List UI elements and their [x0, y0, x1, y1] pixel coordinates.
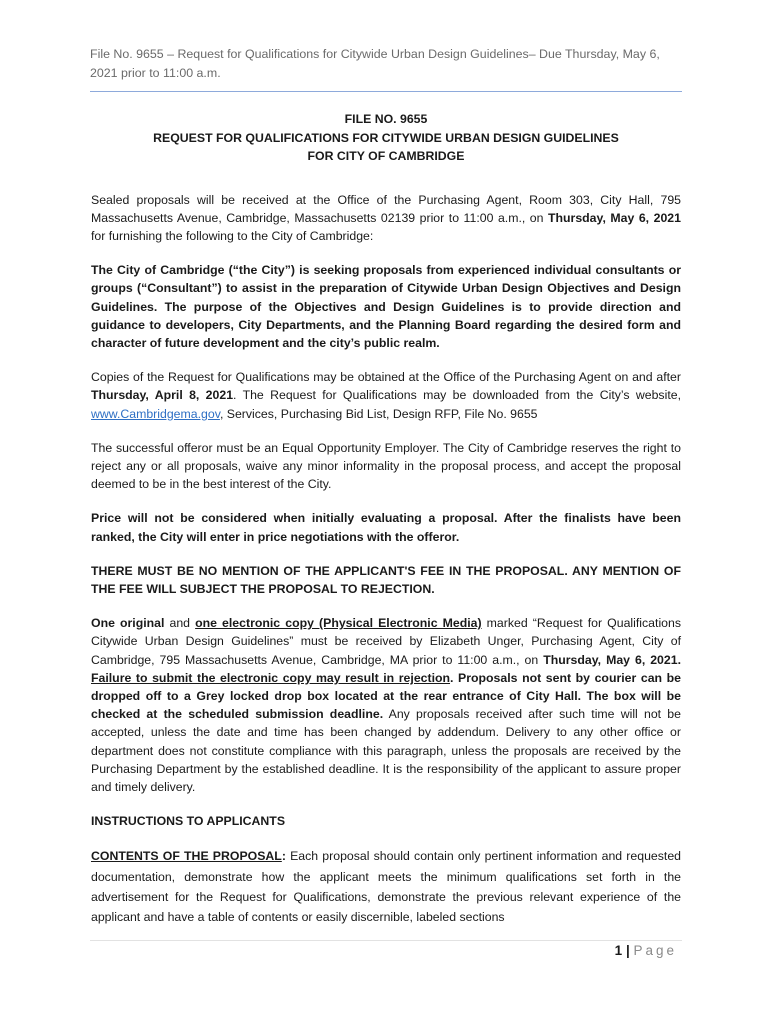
copies-paragraph	[91, 368, 681, 423]
running-header: File No. 9655 – Request for Qualifications for Citywide Urban Design Guidelines– Due Thursday, May 6, 2021 prior to 11:00 a.m.	[90, 47, 660, 80]
failure-warning: Failure to submit the electronic copy may result in rejection	[91, 670, 451, 685]
page-word: Page	[633, 943, 677, 958]
price-paragraph: Price will not be considered when initially evaluating a proposal. After the finalists have been ranked, the City will enter in price negotiations with the offeror.	[91, 511, 681, 544]
rfq-title: REQUEST FOR QUALIFICATIONS FOR CITYWIDE URBAN DESIGN GUIDELINES	[153, 130, 619, 145]
file-number-title: FILE NO. 9655	[344, 112, 428, 126]
copies-text: Copies of the Request for Qualifications may be obtained at the Office of the Purchasing Agent on and after	[91, 370, 681, 385]
page-footer	[615, 943, 677, 958]
intro-paragraph	[91, 191, 681, 246]
city-title: FOR CITY OF CAMBRIDGE	[307, 149, 465, 163]
due-date: Thursday, May 6, 2021	[548, 210, 681, 225]
intro-text: Sealed proposals will be received at the Office of the Purchasing Agent, Room 303, City Hall, 795 Massachusetts Avenue, Cambridge, Massachusetts 02139 prior to 11:00 a.m., on	[91, 192, 681, 225]
submission-text-end: Any proposals received after such time will not be accepted, unless the date and time has been changed by addendum. Delivery to any other office or department does not constitute compliance with this paragraph, unless the proposals are received by the Purchasing Department by the established deadline. It is the responsibility of the applicant to assure proper and timely delivery.	[91, 707, 681, 794]
submission-date: Thursday, May 6, 2021.	[543, 652, 681, 667]
submission-text: marked “Request for Qualifications Citywide Urban Design Guidelines” must be received by Elizabeth Unger, Purchasing Agent, City of Cambridge, 795 Massachusetts Avenue, Cambridge, MA prior to 11:00 a.m., on	[91, 616, 681, 667]
no-fee-paragraph: THERE MUST BE NO MENTION OF THE APPLICANT'S FEE IN THE PROPOSAL. ANY MENTION OF THE FEE WILL SUBJECT THE PROPOSAL TO REJECTION.	[91, 563, 681, 596]
contents-text: Each proposal should contain only pertinent information and requested documentation, demonstrate how the applicant meets the minimum qualifications set forth in the advertisement for the Request for Qualifications, demonstrate the previous relevant experience of the applicant and have a table of contents or easily discernible, labeled sections	[91, 849, 681, 925]
contents-paragraph	[91, 846, 681, 927]
city-website-link[interactable]: www.Cambridgema.gov	[91, 406, 220, 421]
one-original: One original	[91, 616, 165, 631]
submission-paragraph	[91, 614, 681, 796]
instructions-heading: INSTRUCTIONS TO APPLICANTS	[91, 814, 286, 829]
copies-text-mid: . The Request for Qualifications may be downloaded from the City’s website,	[233, 388, 681, 403]
document-body	[91, 110, 681, 928]
page-separator: |	[622, 943, 634, 958]
drop-box-instructions: . Proposals not sent by courier can be dropped off to a Grey locked drop box located at the rear entrance of City Hall. The box will be checked at the scheduled submission deadline.	[91, 670, 681, 722]
intro-text-end: for furnishing the following to the City of Cambridge:	[91, 228, 374, 243]
availability-date: Thursday, April 8, 2021	[91, 388, 234, 403]
offeror-paragraph: The successful offeror must be an Equal Opportunity Employer. The City of Cambridge reserves the right to reject any or all proposals, waive any minor informality in the proposal process, and accept the proposal deemed to be in the best interest of the City.	[91, 440, 681, 492]
copies-text-end: , Services, Purchasing Bid List, Design RFP, File No. 9655	[219, 406, 538, 421]
contents-colon: :	[281, 849, 286, 864]
seeking-paragraph: The City of Cambridge (“the City”) is seeking proposals from experienced individual consultants or groups (“Consultant”) to assist in the preparation of Citywide Urban Design Objectives and Design Guidelines. The purpose of the Objectives and Design Guidelines is to provide direction and guidance to developers, City Departments, and the Planning Board regarding the desired form and character of future development and the city’s public realm.	[91, 263, 681, 350]
contents-label: CONTENTS OF THE PROPOSAL	[91, 849, 282, 864]
title-block	[91, 110, 681, 166]
header-divider	[90, 91, 682, 92]
footer-divider	[90, 940, 682, 941]
page-number: 1	[614, 943, 623, 958]
electronic-copy: one electronic copy (Physical Electronic Media)	[195, 616, 482, 631]
submission-and: and	[164, 616, 196, 631]
